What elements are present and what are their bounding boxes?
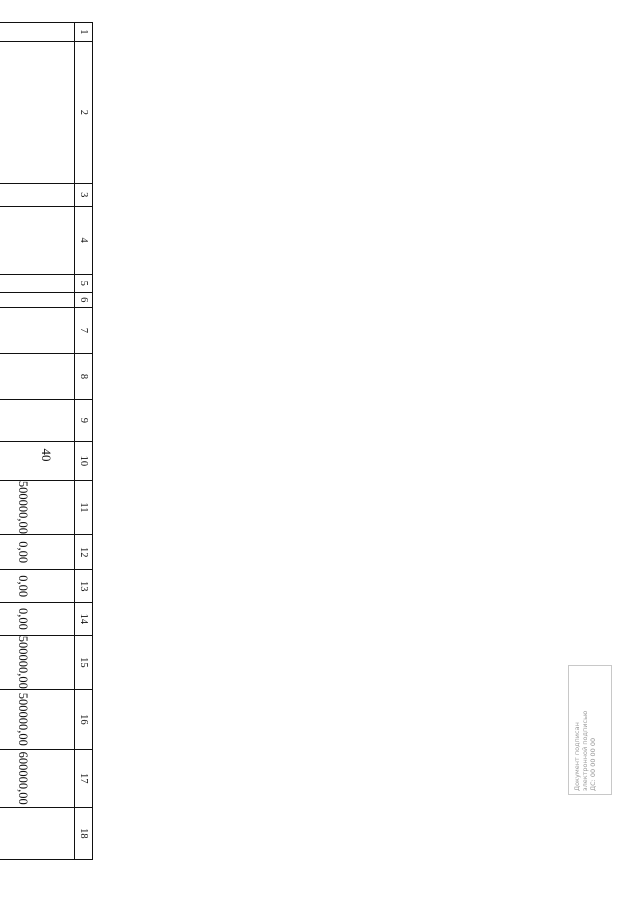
column-number: 4 <box>75 206 93 274</box>
stamp-text <box>569 666 613 796</box>
cell-col12: 0,00 <box>0 535 75 570</box>
cell-col17: 600000,00 <box>0 749 75 807</box>
year-cell <box>0 184 75 207</box>
column-number: 16 <box>75 689 93 749</box>
row-number-cell <box>0 23 75 42</box>
cell-col15: 500000,00 <box>0 635 75 689</box>
column-number: 5 <box>75 274 93 292</box>
column-number: 6 <box>75 292 93 307</box>
cell-col13: 0,00 <box>0 570 75 603</box>
cell-col10 <box>0 441 75 480</box>
column-number: 14 <box>75 603 93 636</box>
cell-col16: 500000,00 <box>0 689 75 749</box>
column-number-row <box>75 23 93 860</box>
cell-col9 <box>0 400 75 442</box>
cell-col14: 0,00 <box>0 603 75 636</box>
stamp-line: электронной подписью <box>581 710 589 791</box>
column-number: 11 <box>75 480 93 534</box>
column-number: 18 <box>75 807 93 859</box>
column-number: 2 <box>75 41 93 183</box>
column-number: 3 <box>75 184 93 207</box>
work-type-cell <box>0 206 75 274</box>
stamp-line: Документ подписан <box>573 722 581 791</box>
capital-repair-table <box>0 22 93 860</box>
stamp-line: ДС: 00 00 00 00 <box>589 737 597 791</box>
column-number: 10 <box>75 441 93 480</box>
column-number: 15 <box>75 635 93 689</box>
cell-col7 <box>0 307 75 353</box>
address-cell <box>0 41 75 183</box>
table-row <box>0 23 75 860</box>
cell-col8 <box>0 353 75 399</box>
cell-col6 <box>0 292 75 307</box>
column-number: 13 <box>75 570 93 603</box>
cell-col5 <box>0 274 75 292</box>
column-number: 12 <box>75 535 93 570</box>
column-number: 8 <box>75 353 93 399</box>
column-number: 1 <box>75 23 93 42</box>
signature-stamp <box>568 665 612 795</box>
page-number: 40 <box>39 448 54 462</box>
dates-cell <box>0 807 75 859</box>
column-number: 9 <box>75 400 93 442</box>
cell-col11: 500000,00 <box>0 480 75 534</box>
column-number: 17 <box>75 749 93 807</box>
column-number: 7 <box>75 307 93 353</box>
